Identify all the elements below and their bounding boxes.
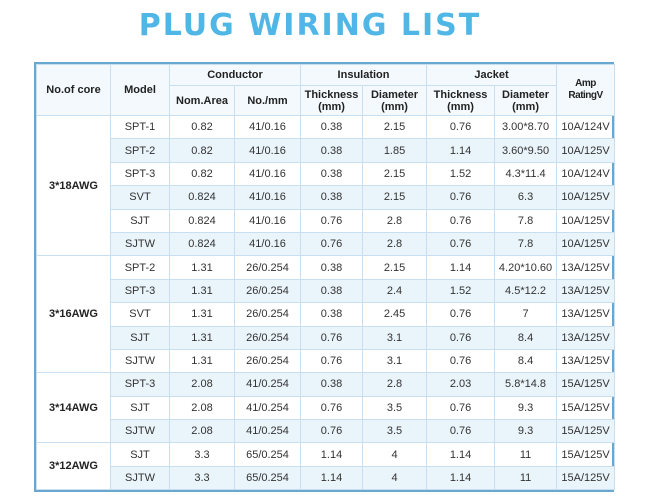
cell-nom-area: 0.824 (170, 232, 235, 255)
cell-jacket-diameter: 3.60*9.50 (495, 139, 557, 162)
cell-amp-rating: 10A/125V (557, 186, 615, 209)
cell-insulation-diameter: 4 (363, 443, 427, 466)
cell-model: SJTW (111, 232, 170, 255)
cell-insulation-diameter: 3.5 (363, 396, 427, 419)
cell-jacket-thickness: 1.14 (427, 139, 495, 162)
cell-jacket-thickness: 0.76 (427, 326, 495, 349)
cell-jacket-thickness: 1.14 (427, 256, 495, 279)
cell-insulation-diameter: 2.8 (363, 209, 427, 232)
cell-model: SJTW (111, 349, 170, 372)
cell-insulation-thickness: 0.38 (301, 373, 363, 396)
header-insulation-diameter: Diameter (mm) (363, 86, 427, 116)
cell-model: SPT-3 (111, 162, 170, 185)
cell-model: SJT (111, 326, 170, 349)
cell-jacket-diameter: 7.8 (495, 209, 557, 232)
table-row (37, 373, 615, 396)
cell-no-mm: 41/0.16 (235, 162, 301, 185)
table-row (37, 256, 615, 279)
header-amp-rating: Amp RatingV (557, 65, 615, 116)
cell-insulation-diameter: 4 (363, 466, 427, 489)
cell-jacket-diameter: 4.20*10.60 (495, 256, 557, 279)
cell-insulation-thickness: 0.38 (301, 256, 363, 279)
cell-insulation-thickness: 0.76 (301, 232, 363, 255)
cell-insulation-thickness: 1.14 (301, 466, 363, 489)
cell-amp-rating: 15A/125V (557, 466, 615, 489)
cell-nom-area: 0.824 (170, 186, 235, 209)
cell-nom-area: 3.3 (170, 466, 235, 489)
cell-nom-area: 1.31 (170, 326, 235, 349)
cell-insulation-thickness: 0.38 (301, 116, 363, 139)
cell-nom-area: 0.82 (170, 116, 235, 139)
cell-nom-area: 2.08 (170, 373, 235, 396)
cell-insulation-diameter: 2.15 (363, 256, 427, 279)
header-insulation-thickness: Thickness (mm) (301, 86, 363, 116)
cell-no-mm: 41/0.16 (235, 139, 301, 162)
cell-nom-area: 2.08 (170, 396, 235, 419)
cell-jacket-diameter: 3.00*8.70 (495, 116, 557, 139)
cell-amp-rating: 13A/125V (557, 303, 615, 326)
cell-jacket-thickness: 0.76 (427, 349, 495, 372)
cell-no-mm: 26/0.254 (235, 349, 301, 372)
cell-jacket-diameter: 4.5*12.2 (495, 279, 557, 302)
cell-jacket-diameter: 7 (495, 303, 557, 326)
cell-jacket-thickness: 0.76 (427, 420, 495, 443)
cell-model: SPT-3 (111, 279, 170, 302)
core-group-label: 3*14AWG (37, 373, 111, 443)
table-row (37, 162, 615, 185)
cell-nom-area: 3.3 (170, 443, 235, 466)
cell-insulation-thickness: 0.38 (301, 162, 363, 185)
cell-jacket-thickness: 2.03 (427, 373, 495, 396)
cell-insulation-diameter: 2.15 (363, 162, 427, 185)
header-insulation: Insulation (301, 65, 427, 86)
cell-model: SPT-2 (111, 139, 170, 162)
cell-nom-area: 0.82 (170, 162, 235, 185)
table-row (37, 279, 615, 302)
cell-no-mm: 41/0.16 (235, 186, 301, 209)
cell-model: SPT-2 (111, 256, 170, 279)
wiring-table (36, 64, 615, 490)
cell-amp-rating: 15A/125V (557, 443, 615, 466)
cell-insulation-thickness: 0.76 (301, 396, 363, 419)
cell-insulation-diameter: 3.5 (363, 420, 427, 443)
core-group-label: 3*18AWG (37, 116, 111, 256)
cell-insulation-diameter: 2.8 (363, 373, 427, 396)
cell-model: SJT (111, 396, 170, 419)
cell-amp-rating: 13A/125V (557, 349, 615, 372)
cell-insulation-diameter: 3.1 (363, 326, 427, 349)
table-row (37, 186, 615, 209)
cell-insulation-thickness: 0.76 (301, 420, 363, 443)
wiring-table-container (34, 62, 614, 492)
cell-jacket-thickness: 1.52 (427, 162, 495, 185)
cell-amp-rating: 13A/125V (557, 326, 615, 349)
table-row (37, 349, 615, 372)
cell-no-mm: 65/0.254 (235, 466, 301, 489)
cell-insulation-thickness: 0.76 (301, 349, 363, 372)
cell-nom-area: 1.31 (170, 279, 235, 302)
cell-no-mm: 26/0.254 (235, 303, 301, 326)
cell-no-mm: 26/0.254 (235, 256, 301, 279)
cell-insulation-diameter: 2.15 (363, 186, 427, 209)
core-group-label: 3*16AWG (37, 256, 111, 373)
cell-no-mm: 41/0.16 (235, 209, 301, 232)
cell-jacket-diameter: 5.8*14.8 (495, 373, 557, 396)
table-row (37, 466, 615, 489)
cell-insulation-thickness: 0.38 (301, 303, 363, 326)
cell-jacket-thickness: 1.14 (427, 443, 495, 466)
header-conductor: Conductor (170, 65, 301, 86)
cell-insulation-diameter: 2.8 (363, 232, 427, 255)
table-row (37, 209, 615, 232)
table-body (37, 116, 615, 490)
cell-jacket-thickness: 0.76 (427, 116, 495, 139)
cell-no-mm: 41/0.254 (235, 373, 301, 396)
cell-insulation-thickness: 0.38 (301, 279, 363, 302)
cell-jacket-thickness: 1.52 (427, 279, 495, 302)
cell-jacket-thickness: 0.76 (427, 232, 495, 255)
cell-model: SVT (111, 303, 170, 326)
cell-model: SJT (111, 209, 170, 232)
cell-no-mm: 41/0.16 (235, 232, 301, 255)
cell-nom-area: 0.824 (170, 209, 235, 232)
table-row (37, 303, 615, 326)
cell-nom-area: 0.82 (170, 139, 235, 162)
cell-amp-rating: 13A/125V (557, 279, 615, 302)
cell-amp-rating: 10A/125V (557, 209, 615, 232)
cell-no-mm: 26/0.254 (235, 279, 301, 302)
cell-jacket-thickness: 0.76 (427, 396, 495, 419)
header-no-of-core: No.of core (37, 65, 111, 116)
cell-nom-area: 1.31 (170, 256, 235, 279)
cell-jacket-diameter: 4.3*11.4 (495, 162, 557, 185)
header-jacket-thickness: Thickness (mm) (427, 86, 495, 116)
cell-insulation-thickness: 0.38 (301, 139, 363, 162)
table-row (37, 139, 615, 162)
cell-insulation-thickness: 0.76 (301, 326, 363, 349)
cell-nom-area: 2.08 (170, 420, 235, 443)
cell-amp-rating: 15A/125V (557, 420, 615, 443)
cell-model: SPT-1 (111, 116, 170, 139)
core-group-label: 3*12AWG (37, 443, 111, 490)
cell-jacket-thickness: 1.14 (427, 466, 495, 489)
page-title: PLUG WIRING LIST (138, 8, 482, 43)
cell-no-mm: 26/0.254 (235, 326, 301, 349)
cell-amp-rating: 10A/125V (557, 232, 615, 255)
cell-jacket-diameter: 8.4 (495, 326, 557, 349)
cell-jacket-thickness: 0.76 (427, 209, 495, 232)
cell-nom-area: 1.31 (170, 303, 235, 326)
cell-no-mm: 41/0.16 (235, 116, 301, 139)
cell-jacket-diameter: 11 (495, 443, 557, 466)
cell-no-mm: 41/0.254 (235, 420, 301, 443)
table-row (37, 116, 615, 139)
cell-jacket-diameter: 7.8 (495, 232, 557, 255)
header-jacket: Jacket (427, 65, 557, 86)
cell-nom-area: 1.31 (170, 349, 235, 372)
cell-insulation-diameter: 2.45 (363, 303, 427, 326)
cell-jacket-thickness: 0.76 (427, 303, 495, 326)
cell-no-mm: 65/0.254 (235, 443, 301, 466)
cell-no-mm: 41/0.254 (235, 396, 301, 419)
cell-amp-rating: 13A/125V (557, 256, 615, 279)
table-header (37, 65, 615, 116)
cell-model: SJTW (111, 466, 170, 489)
header-nom-area: Nom.Area (170, 86, 235, 116)
cell-jacket-thickness: 0.76 (427, 186, 495, 209)
cell-amp-rating: 10A/124V (557, 162, 615, 185)
header-jacket-diameter: Diameter (mm) (495, 86, 557, 116)
cell-jacket-diameter: 9.3 (495, 396, 557, 419)
cell-insulation-diameter: 2.15 (363, 116, 427, 139)
cell-model: SVT (111, 186, 170, 209)
table-row (37, 396, 615, 419)
cell-insulation-thickness: 1.14 (301, 443, 363, 466)
cell-amp-rating: 15A/125V (557, 373, 615, 396)
cell-insulation-diameter: 1.85 (363, 139, 427, 162)
cell-model: SJTW (111, 420, 170, 443)
cell-model: SJT (111, 443, 170, 466)
cell-insulation-thickness: 0.38 (301, 186, 363, 209)
cell-jacket-diameter: 11 (495, 466, 557, 489)
cell-insulation-diameter: 3.1 (363, 349, 427, 372)
table-row (37, 232, 615, 255)
cell-model: SPT-3 (111, 373, 170, 396)
header-no-mm: No./mm (235, 86, 301, 116)
cell-jacket-diameter: 9.3 (495, 420, 557, 443)
table-row (37, 443, 615, 466)
cell-amp-rating: 15A/125V (557, 396, 615, 419)
cell-jacket-diameter: 8.4 (495, 349, 557, 372)
cell-insulation-thickness: 0.76 (301, 209, 363, 232)
cell-amp-rating: 10A/125V (557, 139, 615, 162)
header-model: Model (111, 65, 170, 116)
table-row (37, 420, 615, 443)
cell-amp-rating: 10A/124V (557, 116, 615, 139)
cell-insulation-diameter: 2.4 (363, 279, 427, 302)
table-row (37, 326, 615, 349)
cell-jacket-diameter: 6.3 (495, 186, 557, 209)
